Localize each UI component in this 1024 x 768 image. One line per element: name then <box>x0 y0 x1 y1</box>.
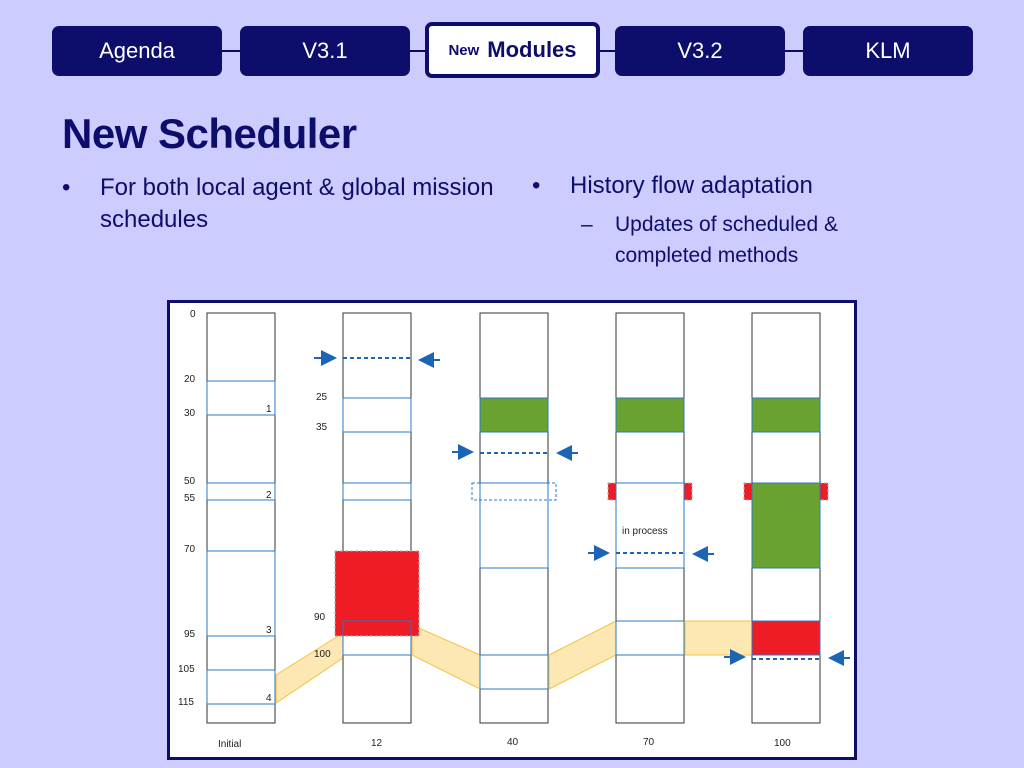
task-number-label: 3 <box>266 625 272 636</box>
task-block <box>472 483 556 500</box>
task-block <box>480 483 548 568</box>
task-number-label: 1 <box>266 404 272 415</box>
in-process-label: in process <box>622 526 668 537</box>
time-tick-label: 95 <box>184 629 196 640</box>
scheduler-diagram-svg <box>170 303 854 757</box>
time-tick-label: 105 <box>178 664 195 675</box>
time-tick-label: 70 <box>184 544 196 555</box>
completed-block <box>480 398 548 432</box>
left-bullet-item <box>62 172 500 236</box>
task-number-label: 4 <box>266 693 272 704</box>
tab-new-modules-label: Modules <box>487 37 577 62</box>
bullet-dot: • <box>532 172 541 199</box>
time-tick-label: 100 <box>314 649 331 660</box>
time-tick-label: 20 <box>184 374 196 385</box>
bullet-dot: • <box>62 174 71 201</box>
time-tick-label: 115 <box>178 697 194 708</box>
right-subitem <box>581 209 915 271</box>
history-flow-band <box>276 633 343 703</box>
task-block <box>207 670 275 704</box>
timeline-column-initial <box>207 313 275 723</box>
column-label-70: 70 <box>643 737 655 748</box>
completed-block <box>752 398 820 432</box>
column-label-12: 12 <box>371 738 383 749</box>
slide-title: New Scheduler <box>62 110 357 157</box>
time-tick-label: 25 <box>316 392 328 403</box>
history-flow-band <box>412 625 480 689</box>
left-bullet-text: For both local agent & global mission schedules <box>100 174 494 233</box>
time-tick-label: 55 <box>184 493 196 504</box>
section-navigation <box>0 0 1024 90</box>
tab-new-modules[interactable] <box>425 22 600 78</box>
tab-v3-2[interactable] <box>615 26 785 76</box>
time-tick-label: 50 <box>184 476 196 487</box>
column-label-initial: Initial <box>218 739 242 750</box>
task-block <box>207 551 275 636</box>
task-block <box>616 621 684 655</box>
task-block <box>480 655 548 689</box>
time-tick-label: 35 <box>316 422 328 433</box>
tab-new-modules-prefix: New <box>448 41 480 59</box>
right-subitem-text: Updates of scheduled & completed methods <box>615 213 838 267</box>
tab-klm[interactable] <box>803 26 973 76</box>
right-bullet-text: History flow adaptation <box>570 172 813 199</box>
sub-dash: – <box>581 213 593 236</box>
task-block <box>207 483 275 500</box>
tab-v3-1[interactable] <box>240 26 410 76</box>
time-tick-label: 90 <box>314 612 326 623</box>
conflict-block <box>335 551 419 636</box>
tab-v3-1-label: V3.1 <box>302 38 348 63</box>
history-flow-band <box>549 621 616 689</box>
tab-v3-2-label: V3.2 <box>677 38 723 63</box>
time-tick-label: 30 <box>184 408 196 419</box>
task-block <box>207 381 275 415</box>
tab-klm-label: KLM <box>865 38 911 63</box>
timeline-column-12 <box>343 313 411 723</box>
time-tick-label: 0 <box>190 309 196 320</box>
completed-block <box>616 398 684 432</box>
scheduler-diagram <box>167 300 857 760</box>
column-label-40: 40 <box>507 737 519 748</box>
timeline-column-40 <box>480 313 548 723</box>
task-block <box>343 398 411 432</box>
task-number-label: 2 <box>266 490 272 501</box>
conflict-block <box>752 621 820 655</box>
tab-agenda-label: Agenda <box>99 38 175 63</box>
tab-agenda[interactable] <box>52 26 222 76</box>
history-flow-band <box>685 621 752 655</box>
right-bullet-item <box>532 170 990 202</box>
column-label-100: 100 <box>774 738 791 749</box>
task-block <box>343 483 411 500</box>
completed-block <box>752 483 820 568</box>
